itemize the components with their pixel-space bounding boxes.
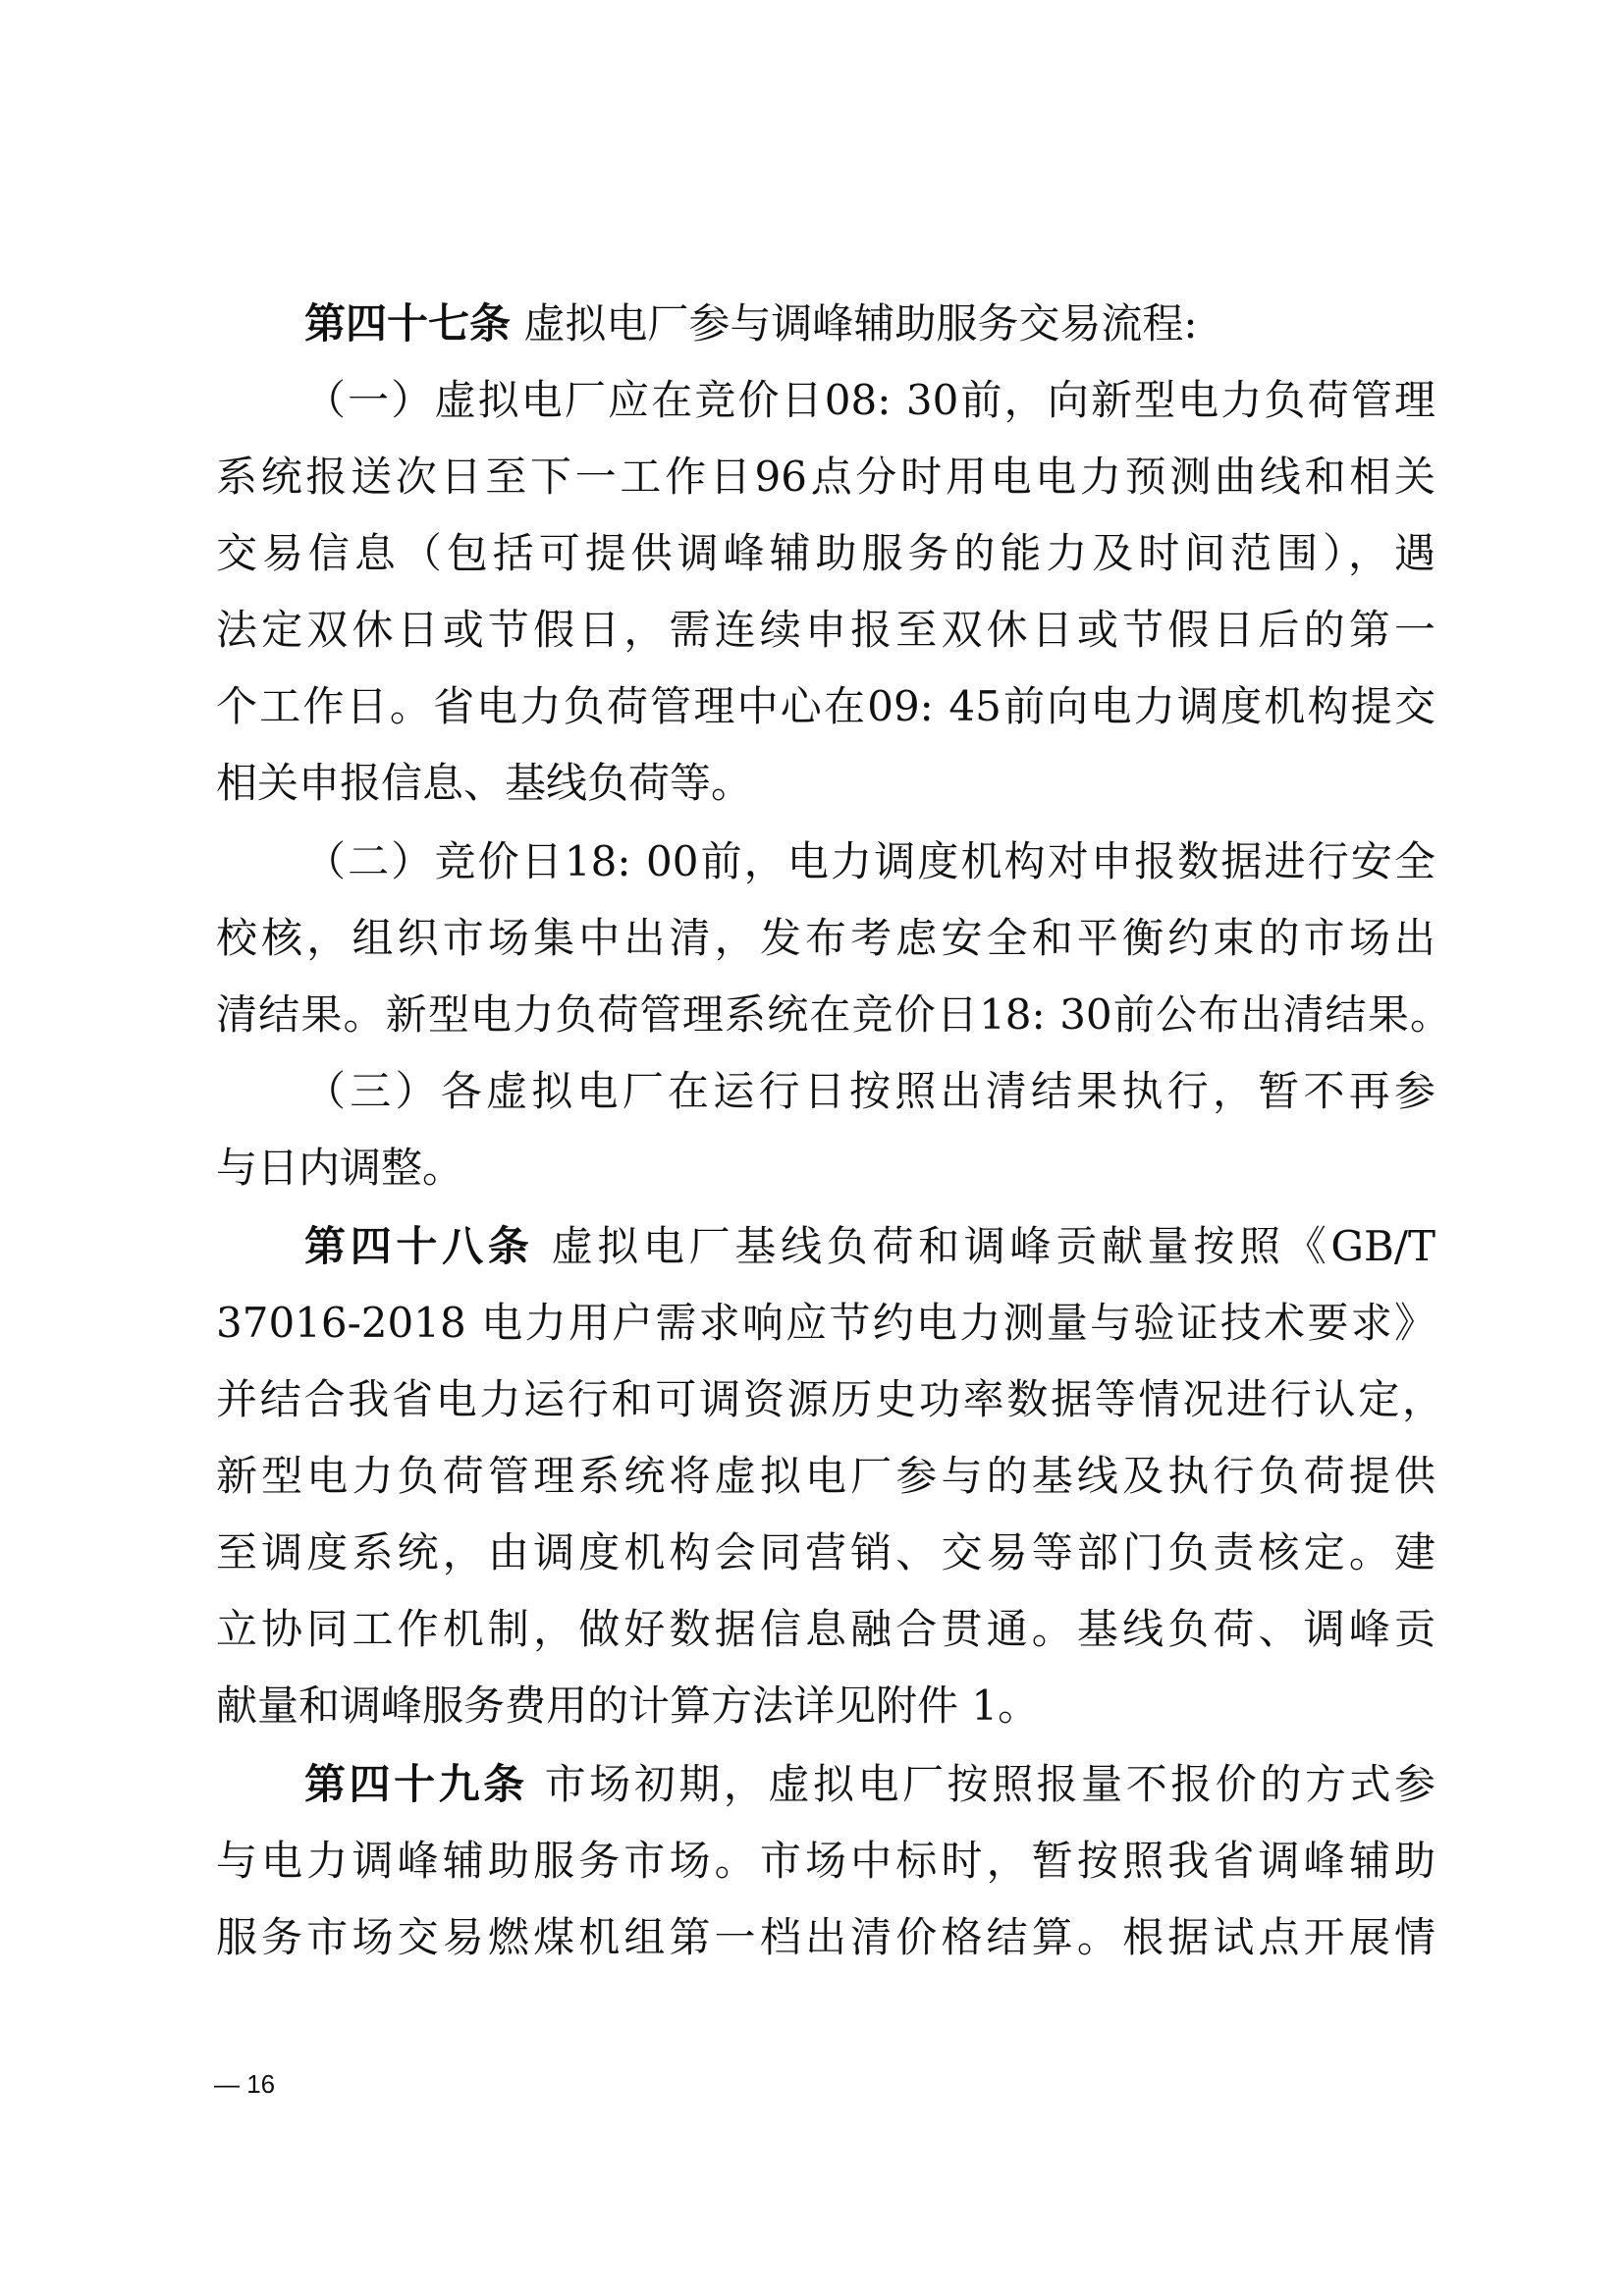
article-47-item3-line-2: 与日内调整。: [216, 1144, 464, 1192]
article-48-line-6: 立协同工作机制，做好数据信息融合贯通。基线负荷、调峰贡: [216, 1605, 1435, 1653]
article-48-line-3: 并结合我省电力运行和可调资源历史功率数据等情况进行认定，: [216, 1375, 1443, 1423]
article-47-item3-line-1: （三）各虚拟电厂在运行日按照出清结果执行，暂不再参: [304, 1067, 1435, 1115]
article-48-line-4: 新型电力负荷管理系统将虚拟电厂参与的基线及执行负荷提供: [216, 1452, 1435, 1500]
article-47-heading: 第四十七条: [304, 299, 512, 347]
article-48-heading-line: [304, 1217, 1435, 1276]
article-47-item1-line-5: 个工作日。省电力负荷管理中心在09: 45前向电力调度机构提交: [216, 682, 1435, 730]
article-47-title: 虚拟电厂参与调峰辅助服务交易流程:: [523, 299, 1198, 347]
article-47-item2-line-1: （二）竞价日18: 00前，电力调度机构对申报数据进行安全: [304, 837, 1435, 885]
article-49-heading: 第四十九条: [304, 1760, 528, 1808]
article-47-item1-line-6: 相关申报信息、基线负荷等。: [216, 759, 753, 807]
article-49-heading-line: [304, 1755, 1435, 1814]
article-48-line-2: 37016-2018 电力用户需求响应节约电力测量与验证技术要求》: [216, 1299, 1435, 1347]
article-47-item1-line-3: 交易信息（包括可提供调峰辅助服务的能力及时间范围），遇: [216, 529, 1435, 577]
article-49-line-2: 与电力调峰辅助服务市场。市场中标时，暂按照我省调峰辅助: [216, 1837, 1435, 1885]
article-48-heading: 第四十八条: [304, 1222, 534, 1270]
article-48-first-line-text: 虚拟电厂基线负荷和调峰贡献量按照《GB/T: [551, 1222, 1435, 1270]
page-number: — 16: [214, 2069, 276, 2099]
article-47-item1-line-2: 系统报送次日至下一工作日96点分时用电电力预测曲线和相关: [216, 453, 1435, 501]
article-49-first-line-text: 市场初期，虚拟电厂按照报量不报价的方式参: [544, 1760, 1435, 1808]
article-47-item2-line-3: 清结果。新型电力负荷管理系统在竞价日18: 30前公布出清结果。: [216, 990, 1451, 1039]
article-47-heading-line: [304, 294, 1435, 353]
article-49-line-3: 服务市场交易燃煤机组第一档出清价格结算。根据试点开展情: [216, 1913, 1435, 1961]
article-47-item1-line-4: 法定双休日或节假日，需连续申报至双休日或节假日后的第一: [216, 606, 1435, 654]
article-48-line-7: 献量和调峰服务费用的计算方法详见附件 1。: [216, 1682, 1040, 1730]
article-47-item2-line-2: 校核，组织市场集中出清，发布考虑安全和平衡约束的市场出: [216, 914, 1435, 962]
article-48-line-5: 至调度系统，由调度机构会同营销、交易等部门负责核定。建: [216, 1528, 1435, 1576]
article-47-item1-line-1: （一）虚拟电厂应在竞价日08: 30前，向新型电力负荷管理: [304, 376, 1435, 424]
